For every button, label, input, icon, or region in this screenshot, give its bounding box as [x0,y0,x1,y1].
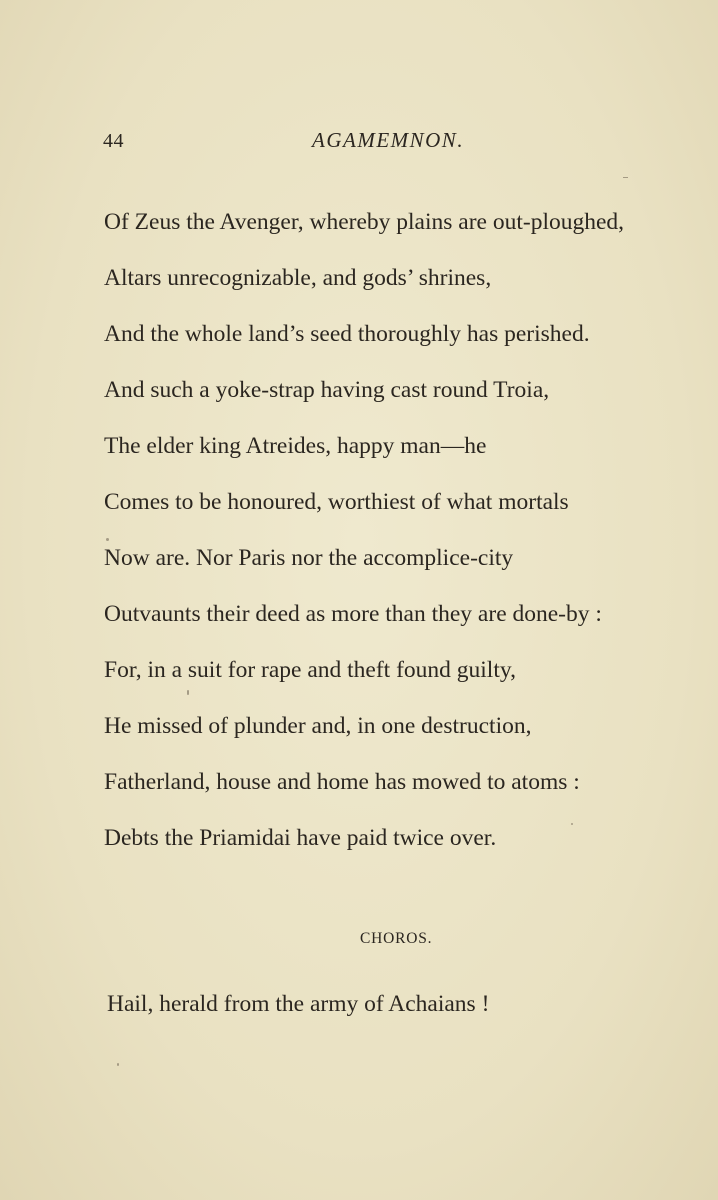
running-title: AGAMEMNON. [312,128,465,152]
ink-speck [571,823,573,825]
verse-line: And such a yoke-strap having cast round Troia, [104,377,550,403]
ink-speck [117,1063,119,1066]
verse-line: Now are. Nor Paris nor the accomplice-city [104,545,514,571]
verse-line: He missed of plunder and, in one destruction, [104,713,532,739]
verse-line: For, in a suit for rape and theft found guilty, [104,657,516,683]
page-number: 44 [103,130,124,152]
verse-line: Comes to be honoured, worthiest of what mortals [104,489,569,515]
verse-line: Outvaunts their deed as more than they are done-by : [104,601,602,627]
ink-speck [623,177,628,178]
verse-line: Of Zeus the Avenger, whereby plains are out-ploughed, [104,209,625,235]
chorus-line: Hail, herald from the army of Achaians ! [107,991,490,1017]
verse-line: Fatherland, house and home has mowed to atoms : [104,769,580,795]
verse-line: Debts the Priamidai have paid twice over. [104,825,497,851]
verse-line: Altars unrecognizable, and gods’ shrines, [104,265,492,291]
ink-speck [187,690,189,695]
ink-speck [106,538,109,541]
verse-line: The elder king Atreides, happy man—he [104,433,487,459]
speaker-heading: CHOROS. [360,930,433,947]
verse-line: And the whole land’s seed thoroughly has perished. [104,321,590,347]
